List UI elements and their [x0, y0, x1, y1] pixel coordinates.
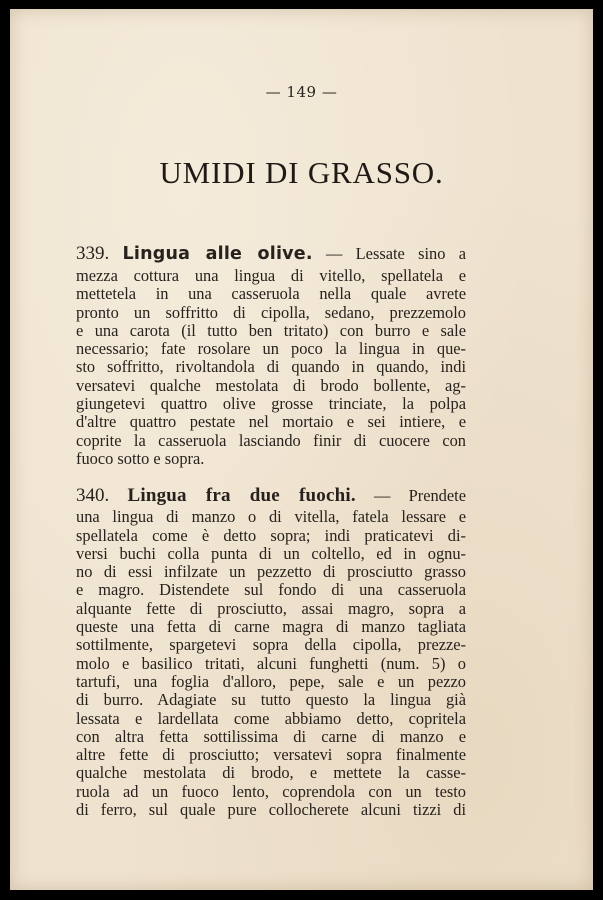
- text-line: — Prendete: [374, 486, 466, 506]
- text-line: spellatela come è detto sopra; indi praticatevi di-: [76, 525, 466, 545]
- text-line: di ferro, sul quale pure collocherete alcuni tizzi di: [76, 800, 466, 820]
- text-line: sto soffritto, rivoltandola di quando in quando, indi: [76, 357, 466, 377]
- chapter-title: UMIDI DI GRASSO.: [159, 155, 444, 190]
- text-line: mezza cottura una lingua di vitello, spellatela e: [76, 266, 466, 285]
- text-line: e una carota (il tutto ben tritato) con burro e sale: [76, 320, 466, 340]
- text-line: molo e basilico tritati, alcuni funghetti (num. 5) o: [76, 653, 466, 673]
- page-body: [76, 241, 466, 819]
- text-line: qualche mestolata di brodo, e mettete la casse-: [76, 763, 466, 783]
- text-line: mettetela in una casseruola nella quale avrete: [76, 284, 466, 304]
- text-line: lessata e lardellata come abbiamo detto, copritela: [76, 708, 466, 728]
- page-number: — 149 —: [265, 83, 338, 101]
- recipe-title: Lingua alle olive.: [122, 244, 313, 264]
- recipe-340: [76, 484, 466, 819]
- text-line: alquante fette di prosciutto, assai magro, sopra a: [76, 598, 466, 618]
- recipe-339: [76, 241, 466, 468]
- text-line: di burro. Adagiate su tutto questo la lingua già: [76, 690, 466, 710]
- recipe-title: Lingua fra due fuochi.: [127, 485, 356, 507]
- text-line: giungetevi quattro olive grosse trinciate, la polpa: [76, 394, 466, 414]
- text-line: ruola ad un fuoco lento, coprendola con un testo: [76, 781, 466, 801]
- text-line: d'altre quattro pestate nel mortaio e sei intiere, e: [76, 412, 466, 432]
- text-line: altre fette di prosciutto; versatevi sopra finalmente: [76, 745, 466, 765]
- recipe-339-heading-line: [76, 241, 466, 267]
- text-line: e magro. Distendete sul fondo di una casseruola: [76, 580, 466, 600]
- text-line: tartufi, una foglia d'alloro, pepe, sale e un pezzo: [76, 671, 466, 691]
- recipe-340-heading-line: [76, 484, 466, 508]
- text-line: una lingua di manzo o di vitella, fatela lessare e: [76, 507, 466, 527]
- recipe-number: 340.: [76, 485, 110, 507]
- text-line: con altra fetta sottilissima di carne di manzo e: [76, 726, 466, 746]
- text-line: queste una fetta di carne magra di manzo tagliata: [76, 617, 466, 637]
- recipe-number: 339.: [76, 243, 110, 264]
- text-line: versi buchi colla punta di un coltello, ed in ognu-: [76, 543, 466, 563]
- text-line: no di essi infilzate un pezzetto di prosciutto grasso: [76, 562, 466, 582]
- text-line: versatevi qualche mestolata di brodo bollente, ag-: [76, 375, 466, 395]
- text-line: — Lessate sino a: [326, 244, 466, 263]
- text-line: necessario; fate rosolare un poco la lingua in que-: [76, 339, 466, 359]
- book-page: [10, 9, 593, 890]
- text-line: sottilmente, spargetevi sopra della cipolla, prezze-: [76, 635, 466, 655]
- text-line: coprite la casseruola lasciando finir di cuocere con: [76, 430, 466, 450]
- text-line: fuoco sotto e sopra.: [76, 448, 205, 468]
- text-line: pronto un soffritto di cipolla, sedano, prezzemolo: [76, 302, 466, 322]
